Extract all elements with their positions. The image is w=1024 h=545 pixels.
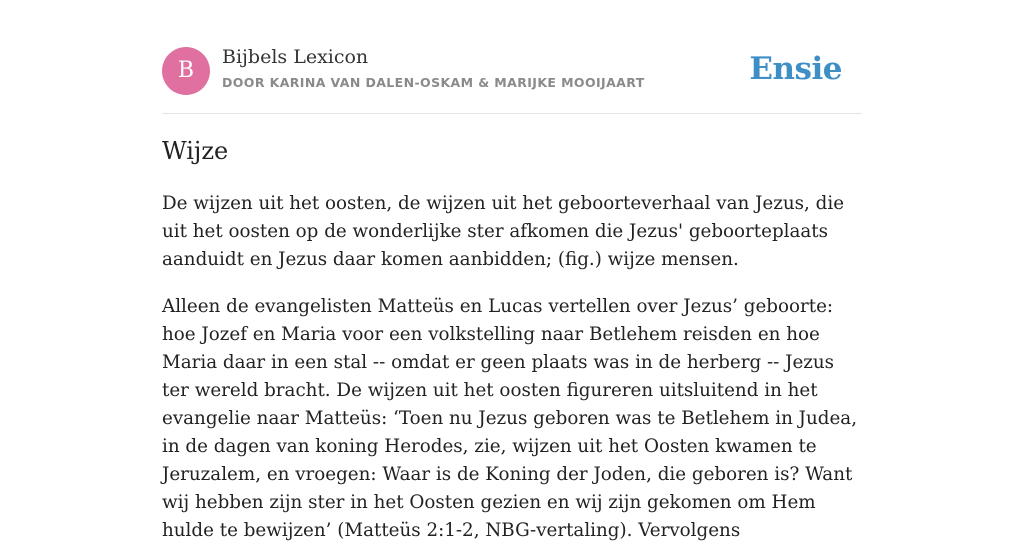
lexicon-authors: DOOR KARINA VAN DALEN-OSKAM & MARIJKE MOOIJAART (222, 75, 645, 90)
lexicon-avatar[interactable]: B (162, 47, 210, 95)
lexicon-title-link[interactable]: Bijbels Lexicon (222, 46, 369, 68)
page-content (162, 0, 862, 541)
entry-paragraph-2: Alleen de evangelisten Matteüs en Lucas vertellen over Jezus’ geboorte: hoe Jozef en Maria voor een volkstelling naar Betlehem reisden en hoe Maria daar in een stal -- omdat er geen plaats was in de herberg -- Jezus ter wereld bracht. De wijzen uit het oosten figureren uitsluitend in het evangelie naar Matteüs: ‘Toen nu Jezus geboren was te Betlehem in Judea, in de dagen van koning Herodes, zie, wijzen uit het Oosten kwamen te Jeruzalem, en vroegen: Waar is de Koning der Joden, die geboren is? Want wij hebben zijn ster in het Oosten gezien en wij zijn gekomen om Hem hulde te bewijzen’ (Matteüs 2:1-2, NBG-vertaling). Vervolgens (162, 296, 857, 541)
ensie-logo[interactable]: Ensie (749, 51, 842, 87)
lexicon-header (162, 0, 862, 114)
entry-paragraph-1: De wijzen uit het oosten, de wijzen uit het geboorteverhaal van Jezus, die uit het oosten op de wonderlijke ster afkomen die Jezus' geboorteplaats aanduidt en Jezus daar komen aanbidden; (fig.) wijze mensen. (162, 193, 845, 270)
entry-title: Wijze (162, 137, 229, 165)
